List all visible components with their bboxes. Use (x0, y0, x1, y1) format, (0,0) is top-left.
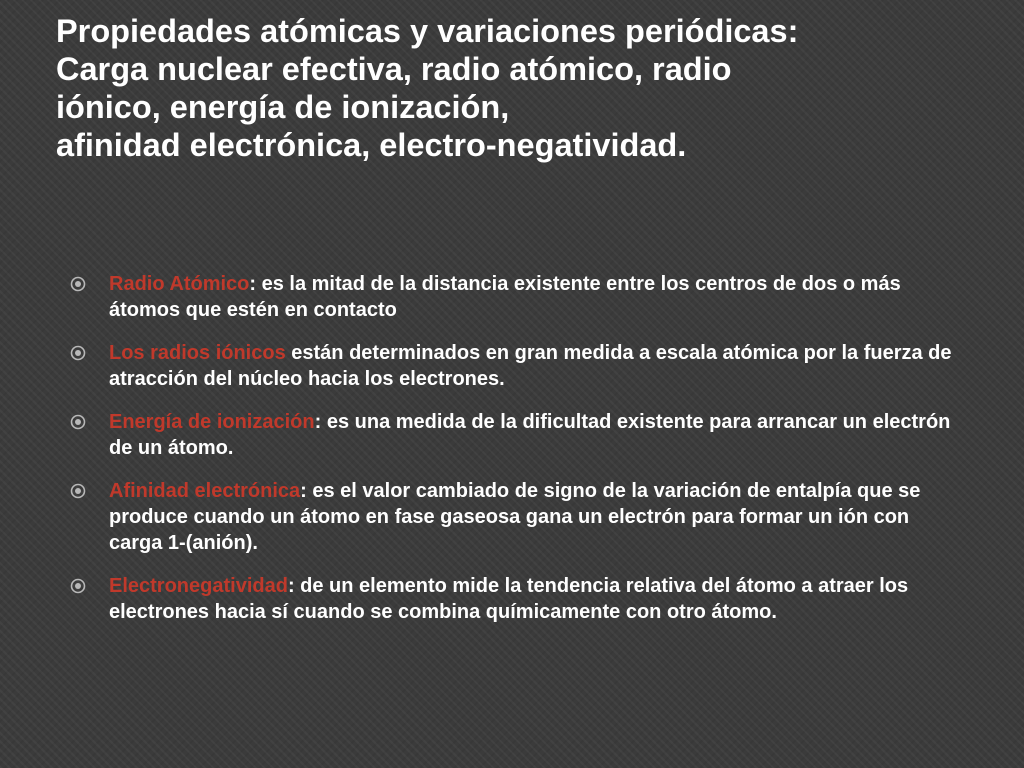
circled-dot-icon (70, 414, 86, 430)
bullet-item (64, 478, 964, 556)
circled-dot-icon (70, 345, 86, 361)
bullet-term: Radio Atómico (109, 273, 250, 295)
bullet-term: Afinidad electrónica (109, 480, 301, 502)
slide-title (56, 12, 996, 164)
circled-dot-icon (70, 578, 86, 594)
bullet-text: : es la mitad de la distancia existente entre los centros de dos o más átomos que estén en contacto (109, 273, 901, 321)
title-line-2: Carga nuclear efectiva, radio atómico, radio (56, 51, 732, 87)
bullet-text: están determinados en gran medida a escala atómica por la fuerza de atracción del núcleo hacia los electrones. (109, 342, 952, 390)
bullet-term: Energía de ionización (109, 411, 315, 433)
bullet-text: : es el valor cambiado de signo de la variación de entalpía que se produce cuando un átomo en fase gaseosa gana un electrón para formar un ión con carga 1-(anión). (109, 480, 921, 554)
bullet-text: : de un elemento mide la tendencia relativa del átomo a atraer los electrones hacia sí cuando se combina químicamente con otro átomo. (109, 575, 909, 623)
title-line-3: iónico, energía de ionización, (56, 89, 510, 125)
bullet-item (64, 409, 964, 461)
title-line-4: afinidad electrónica, electro-negatividad. (56, 127, 687, 163)
bullet-term: Electronegatividad (109, 575, 288, 597)
bullet-term: Los radios iónicos (109, 342, 286, 364)
bullet-item (64, 340, 964, 392)
bullet-item (64, 271, 964, 323)
bullet-text: : es una medida de la dificultad existente para arrancar un electrón de un átomo. (109, 411, 951, 459)
circled-dot-icon (70, 276, 86, 292)
bullet-list (64, 271, 964, 642)
circled-dot-icon (70, 483, 86, 499)
title-line-1: Propiedades atómicas y variaciones periódicas: (56, 13, 799, 49)
bullet-item (64, 573, 964, 625)
